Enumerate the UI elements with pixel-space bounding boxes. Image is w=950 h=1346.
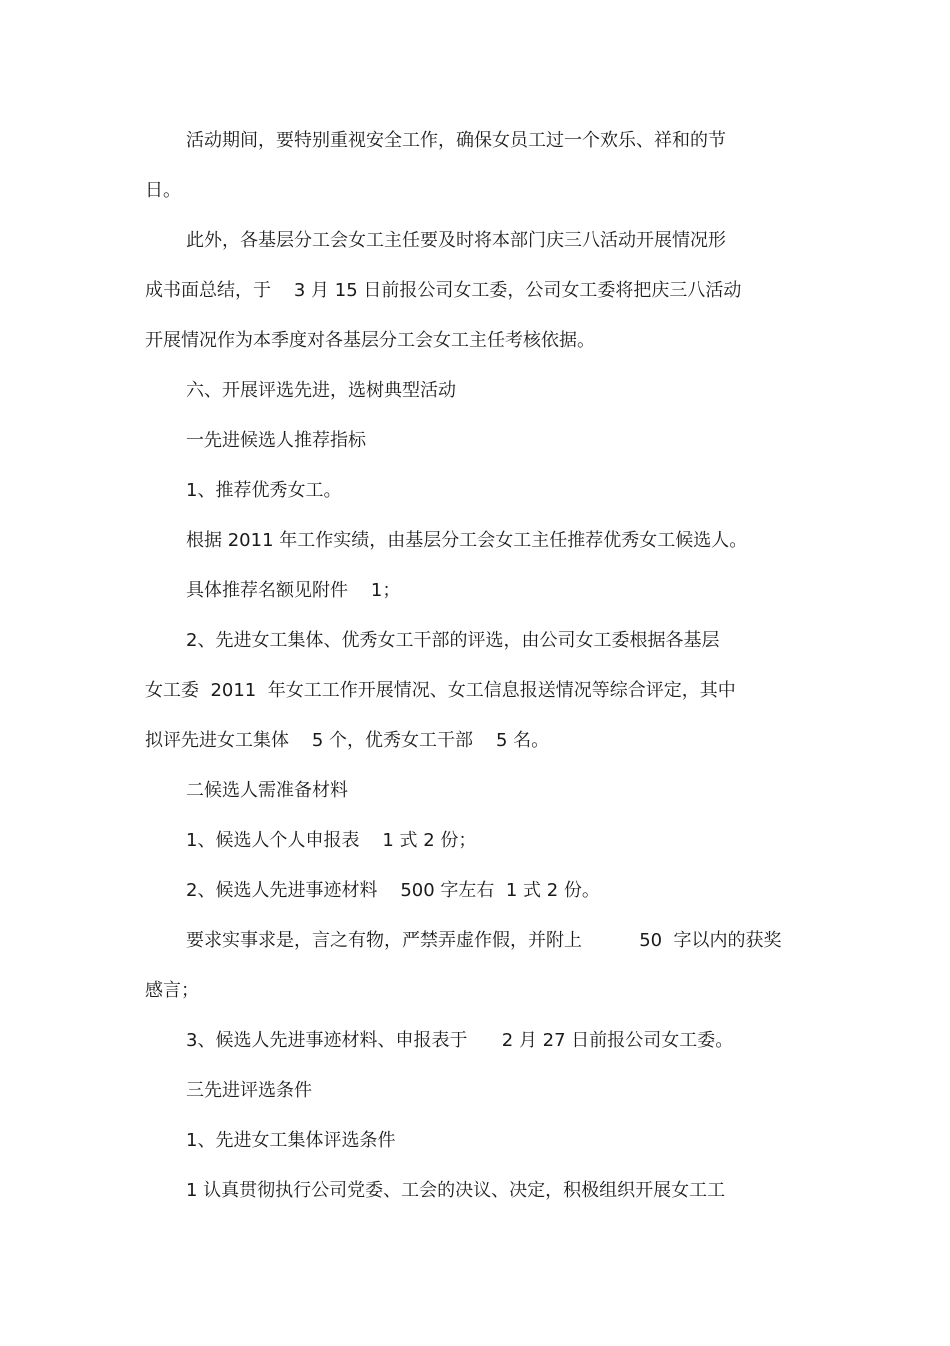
paragraph-line: 感言； bbox=[145, 980, 199, 1001]
paragraph-line: 此外，各基层分工会女工主任要及时将本部门庆三八活动开展情况形 bbox=[186, 230, 726, 251]
paragraph-line: 女工委 2011 年女工工作开展情况、女工信息报送情况等综合评定，其中 bbox=[145, 680, 736, 701]
paragraph-line: 根据 2011 年工作实绩，由基层分工会女工主任推荐优秀女工候选人。 bbox=[186, 530, 748, 551]
paragraph-line: 日。 bbox=[145, 180, 181, 201]
paragraph-line: 开展情况作为本季度对各基层分工会女工主任考核依据。 bbox=[145, 330, 595, 351]
paragraph-line: 成书面总结，于 3 月 15 日前报公司女工委，公司女工委将把庆三八活动 bbox=[145, 280, 742, 301]
list-item: 3、候选人先进事迹材料、申报表于 2 月 27 日前报公司女工委。 bbox=[186, 1030, 734, 1051]
list-item: 1、推荐优秀女工。 bbox=[186, 480, 342, 501]
subsection-heading: 二候选人需准备材料 bbox=[186, 780, 348, 801]
paragraph-line: 具体推荐名额见附件 1； bbox=[186, 580, 401, 601]
subsection-heading: 一先进候选人推荐指标 bbox=[186, 430, 366, 451]
paragraph-line: 1 认真贯彻执行公司党委、工会的决议、决定，积极组织开展女工工 bbox=[186, 1180, 726, 1201]
paragraph-line: 要求实事求是，言之有物，严禁弄虚作假，并附上 50 字以内的获奖 bbox=[186, 930, 782, 951]
list-item: 1、候选人个人申报表 1 式 2 份； bbox=[186, 830, 477, 851]
list-item: 1、先进女工集体评选条件 bbox=[186, 1130, 396, 1151]
list-item: 2、候选人先进事迹材料 500 字左右 1 式 2 份。 bbox=[186, 880, 600, 901]
paragraph-line: 拟评先进女工集体 5 个，优秀女工干部 5 名。 bbox=[145, 730, 550, 751]
section-heading: 六、开展评选先进，选树典型活动 bbox=[186, 380, 456, 401]
subsection-heading: 三先进评选条件 bbox=[186, 1080, 312, 1101]
list-item: 2、先进女工集体、优秀女工干部的评选，由公司女工委根据各基层 bbox=[186, 630, 720, 651]
paragraph-line: 活动期间，要特别重视安全工作，确保女员工过一个欢乐、祥和的节 bbox=[186, 130, 726, 151]
